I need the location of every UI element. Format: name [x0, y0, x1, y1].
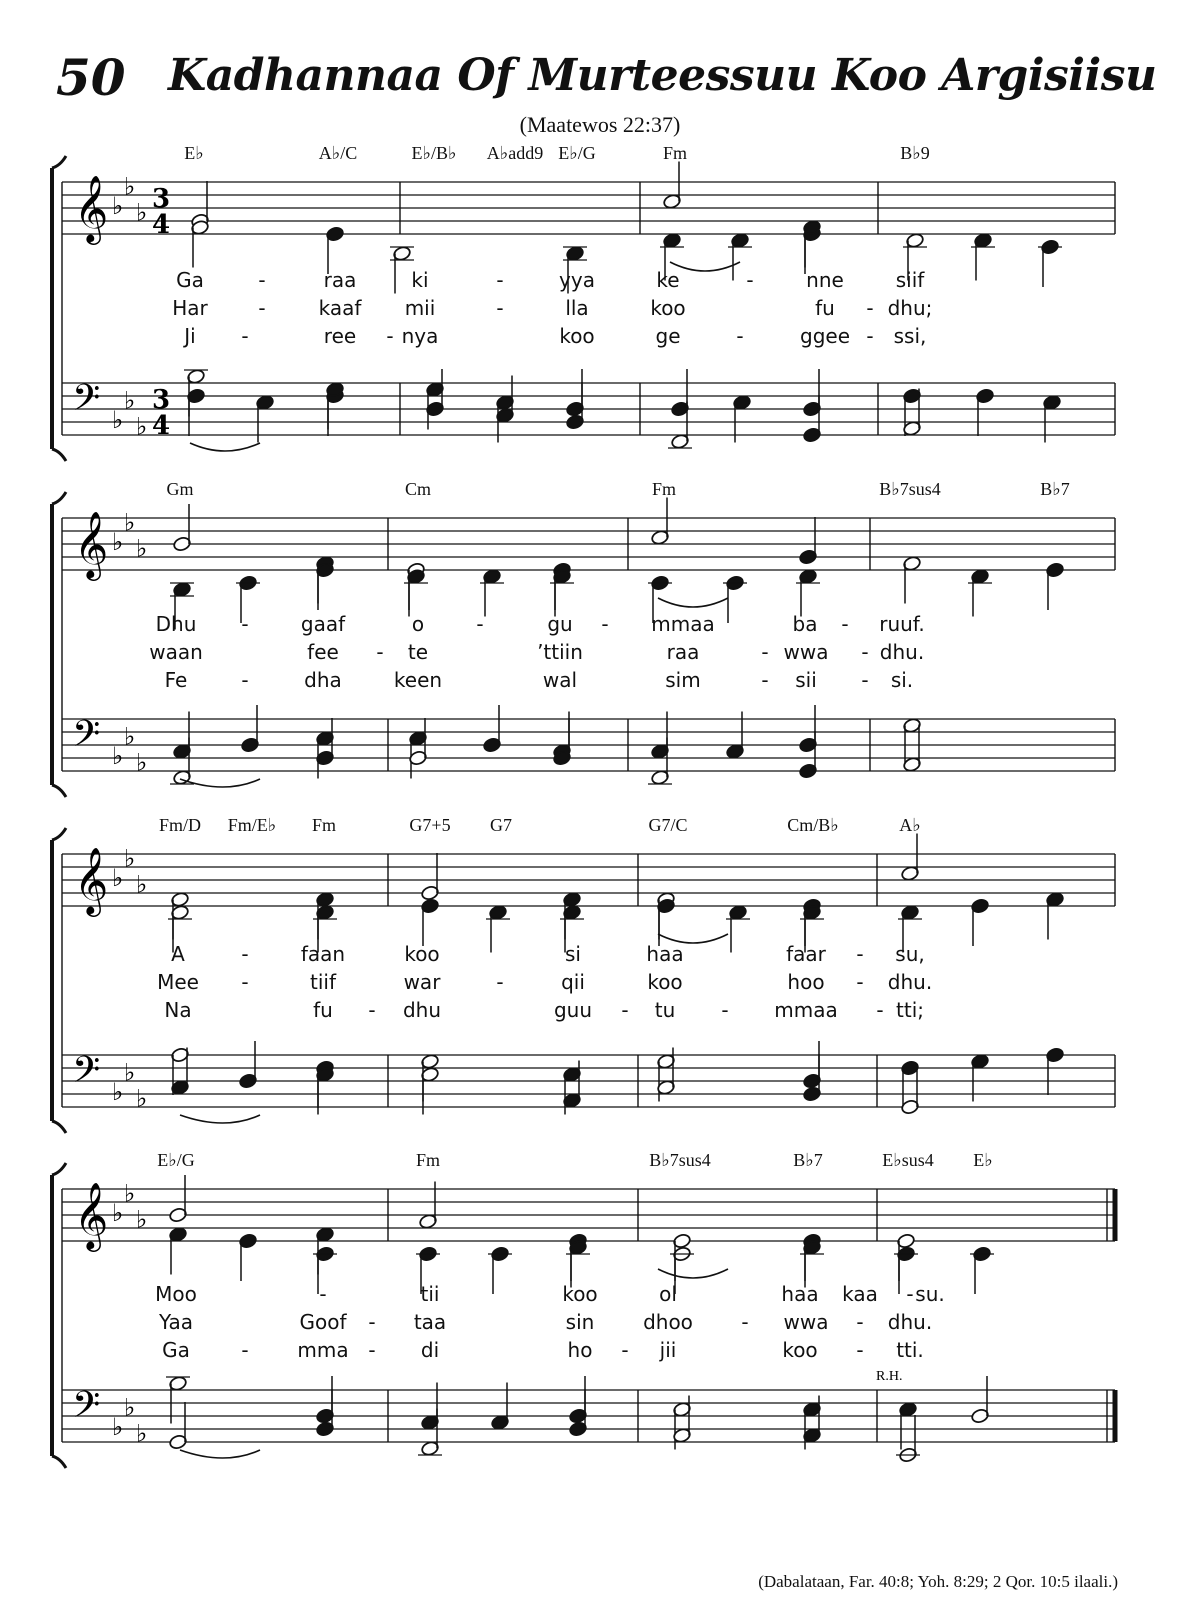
- lyric-syllable: wwa: [783, 640, 829, 664]
- bracket-bottom: [52, 449, 66, 461]
- lyric-syllable: Yaa: [159, 1310, 193, 1334]
- lyric-syllable: -: [736, 324, 744, 348]
- lyric-syllable: waan: [149, 640, 203, 664]
- lyric-syllable: te: [407, 640, 429, 664]
- lyric-syllable: kaa: [842, 1282, 878, 1306]
- lyric-syllable: -: [721, 998, 729, 1022]
- lyric-syllable: -: [476, 612, 484, 636]
- chord-symbol: G7: [490, 815, 512, 835]
- lyric-syllable: -: [861, 668, 869, 692]
- lyric-syllable: ol: [659, 1282, 677, 1306]
- lyric-syllable: ree: [323, 324, 357, 348]
- lyric-syllable: sin: [565, 1310, 595, 1334]
- lyric-syllable: -: [856, 942, 864, 966]
- lyric-syllable: A: [171, 942, 185, 966]
- lyric-syllable: sim: [665, 668, 701, 692]
- slur: [658, 1269, 728, 1278]
- lyric-syllable: ruuf.: [879, 612, 925, 636]
- lyric-syllable: -: [866, 324, 874, 348]
- lyric-syllable: -: [601, 612, 609, 636]
- chord-symbol: A♭/C: [318, 143, 358, 163]
- lyric-syllable: ssi,: [893, 324, 927, 348]
- lyric-syllable: -: [861, 640, 869, 664]
- flat-icon: ♭: [124, 386, 136, 415]
- lyric-syllable: Ji: [184, 324, 196, 348]
- chord-symbol: G7/C: [648, 815, 688, 835]
- lyric-syllable: tiif: [310, 970, 336, 994]
- chord-symbol: Fm: [311, 815, 337, 835]
- scripture-reference: (Maatewos 22:37): [519, 112, 681, 137]
- lyric-syllable: -: [258, 296, 266, 320]
- lyric-syllable: koo: [650, 296, 686, 320]
- bracket-top: [52, 828, 66, 840]
- lyric-syllable: -: [496, 970, 504, 994]
- lyric-syllable: -: [368, 1310, 376, 1334]
- lyric-syllable: jii: [659, 1338, 677, 1362]
- slur: [180, 779, 260, 787]
- lyric-syllable: haa: [781, 1282, 819, 1306]
- lyric-syllable: tti.: [896, 1338, 924, 1362]
- chord-symbol: Fm: [651, 479, 677, 499]
- bass-clef-icon: 𝄢: [72, 377, 101, 428]
- lyric-syllable: dhoo: [643, 1310, 693, 1334]
- chord-symbol: Fm: [415, 1150, 441, 1170]
- treble-clef-icon: 𝄞: [74, 174, 109, 242]
- time-sig-bass-numerator: 3: [152, 385, 171, 415]
- flat-icon: ♭: [136, 748, 148, 777]
- flat-icon: ♭: [124, 508, 136, 537]
- lyric-syllable: koo: [559, 324, 595, 348]
- lyric-syllable: ki: [411, 268, 429, 292]
- lyric-syllable: dhu: [402, 998, 442, 1022]
- lyric-syllable: mmaa: [774, 998, 838, 1022]
- system-2: [52, 492, 1115, 797]
- lyric-syllable: -: [496, 268, 504, 292]
- lyric-syllable: koo: [404, 942, 440, 966]
- lyric-syllable: Moo: [155, 1282, 197, 1306]
- chord-symbol: B♭9: [900, 143, 930, 163]
- flat-icon: ♭: [124, 172, 136, 201]
- lyric-syllable: -: [241, 324, 249, 348]
- flat-icon: ♭: [112, 1078, 124, 1106]
- lyric-syllable: si.: [890, 668, 914, 692]
- lyric-syllable: Fe: [164, 668, 188, 692]
- bass-clef-icon: 𝄢: [72, 1384, 101, 1435]
- lyric-syllable: raa: [323, 268, 357, 292]
- lyric-syllable: lla: [565, 296, 589, 320]
- flat-icon: ♭: [136, 198, 148, 227]
- bass-clef-icon: 𝄢: [72, 713, 101, 764]
- lyric-syllable: -: [841, 612, 849, 636]
- chord-symbol: B♭7: [1040, 479, 1070, 499]
- lyric-syllable: -: [376, 640, 384, 664]
- lyric-syllable: -: [368, 998, 376, 1022]
- lyric-syllable: o: [411, 612, 425, 636]
- lyric-syllable: taa: [413, 1310, 447, 1334]
- chord-symbol: E♭/G: [157, 1150, 195, 1170]
- slur: [670, 262, 740, 271]
- lyric-syllable: -: [761, 668, 769, 692]
- lyric-syllable: wal: [542, 668, 578, 692]
- chord-symbol: A♭: [899, 815, 921, 835]
- lyric-syllable: war: [403, 970, 441, 994]
- lyric-syllable: -: [241, 612, 249, 636]
- lyric-syllable: -: [856, 970, 864, 994]
- hymn-title: Kadhannaa Of Murteessuu Koo Argisiisu: [168, 50, 1157, 101]
- lyric-syllable: su.: [915, 1282, 945, 1306]
- flat-icon: ♭: [136, 534, 148, 563]
- lyric-syllable: nne: [806, 268, 844, 292]
- chord-symbol: E♭: [973, 1150, 993, 1170]
- lyric-syllable: Har: [172, 296, 208, 320]
- bracket-top: [52, 492, 66, 504]
- flat-icon: ♭: [124, 722, 136, 751]
- lyric-syllable: fee: [307, 640, 339, 664]
- lyric-syllable: dhu.: [879, 640, 925, 664]
- flat-icon: ♭: [136, 1205, 148, 1234]
- lyric-syllable: -: [856, 1310, 864, 1334]
- lyric-syllable: -: [241, 970, 249, 994]
- flat-icon: ♭: [112, 1199, 124, 1227]
- chord-symbol: Cm/B♭: [787, 815, 839, 835]
- time-sig-bass-denominator: 4: [152, 411, 171, 441]
- slur: [180, 1115, 260, 1123]
- flat-icon: ♭: [112, 742, 124, 770]
- lyric-syllable: -: [906, 1282, 914, 1306]
- slur: [180, 1450, 260, 1458]
- bracket-top: [52, 156, 66, 168]
- lyric-syllable: ’ttiin: [537, 640, 583, 664]
- lyric-syllable: fu: [815, 296, 835, 320]
- flat-icon: ♭: [124, 1393, 136, 1422]
- lyric-syllable: yya: [559, 268, 595, 292]
- chord-symbol: Fm/E♭: [227, 815, 277, 835]
- lyric-syllable: -: [241, 1338, 249, 1362]
- chord-symbol: E♭/B♭: [411, 143, 457, 163]
- lyric-syllable: -: [746, 268, 754, 292]
- lyric-syllable: koo: [562, 1282, 598, 1306]
- lyric-syllable: fu: [313, 998, 333, 1022]
- chord-symbol: E♭sus4: [882, 1150, 934, 1170]
- lyric-syllable: -: [386, 324, 394, 348]
- lyric-syllable: dhu;: [887, 296, 933, 320]
- treble-clef-icon: 𝄞: [74, 1181, 109, 1249]
- bass-clef-icon: 𝄢: [72, 1049, 101, 1100]
- flat-icon: ♭: [112, 406, 124, 434]
- lyric-syllable: gu: [547, 612, 573, 636]
- slur: [190, 443, 260, 451]
- chord-symbol: G7+5: [409, 815, 451, 835]
- right-hand-annotation: R.H.: [876, 1369, 903, 1384]
- flat-icon: ♭: [136, 1419, 148, 1448]
- chord-symbol: B♭7sus4: [649, 1150, 711, 1170]
- lyric-syllable: -: [761, 640, 769, 664]
- bracket-bottom: [52, 1456, 66, 1468]
- lyric-syllable: siif: [895, 268, 925, 292]
- flat-icon: ♭: [136, 1084, 148, 1113]
- lyric-syllable: -: [866, 296, 874, 320]
- time-sig-top-numerator: 3: [152, 184, 171, 214]
- lyric-syllable: tii: [420, 1282, 440, 1306]
- lyric-syllable: haa: [646, 942, 684, 966]
- lyric-syllable: su,: [895, 942, 925, 966]
- flat-icon: ♭: [124, 1058, 136, 1087]
- lyric-syllable: si: [565, 942, 581, 966]
- lyric-syllable: -: [876, 998, 884, 1022]
- bracket-bottom: [52, 785, 66, 797]
- lyric-syllable: mma: [297, 1338, 349, 1362]
- lyric-syllable: -: [621, 1338, 629, 1362]
- flat-icon: ♭: [124, 844, 136, 873]
- lyric-syllable: nya: [401, 324, 439, 348]
- lyric-syllable: keen: [393, 668, 443, 692]
- lyric-syllable: Na: [164, 998, 192, 1022]
- lyric-syllable: -: [319, 1282, 327, 1306]
- footnote: (Dabalataan, Far. 40:8; Yoh. 8:29; 2 Qor. 10:5 ilaali.): [758, 1572, 1118, 1591]
- treble-clef-icon: 𝄞: [74, 846, 109, 914]
- lyric-syllable: Goof: [299, 1310, 347, 1334]
- chord-symbol: B♭7sus4: [879, 479, 941, 499]
- lyric-syllable: -: [496, 296, 504, 320]
- flat-icon: ♭: [136, 412, 148, 441]
- chord-symbol: E♭: [184, 143, 204, 163]
- lyric-syllable: guu: [553, 998, 593, 1022]
- lyric-syllable: -: [241, 668, 249, 692]
- chord-symbol: Gm: [166, 479, 194, 499]
- lyric-syllable: Dhu: [155, 612, 197, 636]
- lyric-syllable: qii: [561, 970, 585, 994]
- lyric-syllable: Ga: [162, 1338, 190, 1362]
- lyric-syllable: koo: [782, 1338, 818, 1362]
- lyric-syllable: ke: [656, 268, 680, 292]
- lyric-syllable: -: [856, 1338, 864, 1362]
- lyric-syllable: kaaf: [318, 296, 362, 320]
- chord-symbol: Fm: [662, 143, 688, 163]
- lyric-syllable: ge: [655, 324, 681, 348]
- chord-symbol: B♭7: [793, 1150, 823, 1170]
- lyric-syllable: Mee: [157, 970, 199, 994]
- flat-icon: ♭: [136, 870, 148, 899]
- slur: [658, 598, 728, 607]
- bracket-bottom: [52, 1121, 66, 1133]
- treble-clef-icon: 𝄞: [74, 510, 109, 578]
- flat-icon: ♭: [112, 528, 124, 556]
- chord-symbol: Cm: [404, 479, 432, 499]
- lyric-syllable: gaaf: [300, 612, 346, 636]
- time-sig-top-denominator: 4: [152, 210, 171, 240]
- chord-symbol: E♭/G: [558, 143, 596, 163]
- lyric-syllable: hoo: [787, 970, 825, 994]
- lyric-syllable: tti;: [896, 998, 924, 1022]
- lyric-syllable: dha: [304, 668, 342, 692]
- lyric-syllable: raa: [666, 640, 700, 664]
- flat-icon: ♭: [112, 864, 124, 892]
- lyric-syllable: mii: [404, 296, 436, 320]
- lyric-syllable: di: [420, 1338, 440, 1362]
- lyric-syllable: wwa: [783, 1310, 829, 1334]
- chord-symbol: Fm/D: [158, 815, 202, 835]
- lyric-syllable: mmaa: [651, 612, 715, 636]
- lyric-syllable: -: [621, 998, 629, 1022]
- bracket-top: [52, 1163, 66, 1175]
- lyric-syllable: tu: [654, 998, 676, 1022]
- lyric-syllable: -: [741, 1310, 749, 1334]
- flat-icon: ♭: [112, 1413, 124, 1441]
- lyric-syllable: ba: [792, 612, 818, 636]
- lyric-syllable: faan: [300, 942, 346, 966]
- flat-icon: ♭: [112, 192, 124, 220]
- lyric-syllable: ho: [567, 1338, 593, 1362]
- lyric-syllable: koo: [647, 970, 683, 994]
- lyric-syllable: faar: [786, 942, 826, 966]
- chord-symbol: A♭add9: [486, 143, 544, 163]
- lyric-syllable: ggee: [800, 324, 850, 348]
- lyric-syllable: -: [368, 1338, 376, 1362]
- lyric-syllable: dhu.: [887, 1310, 933, 1334]
- lyric-syllable: -: [241, 942, 249, 966]
- lyric-syllable: -: [258, 268, 266, 292]
- hymn-number: 50: [56, 48, 126, 107]
- lyric-syllable: Ga: [176, 268, 204, 292]
- flat-icon: ♭: [124, 1179, 136, 1208]
- lyric-syllable: sii: [795, 668, 817, 692]
- lyric-syllable: dhu.: [887, 970, 933, 994]
